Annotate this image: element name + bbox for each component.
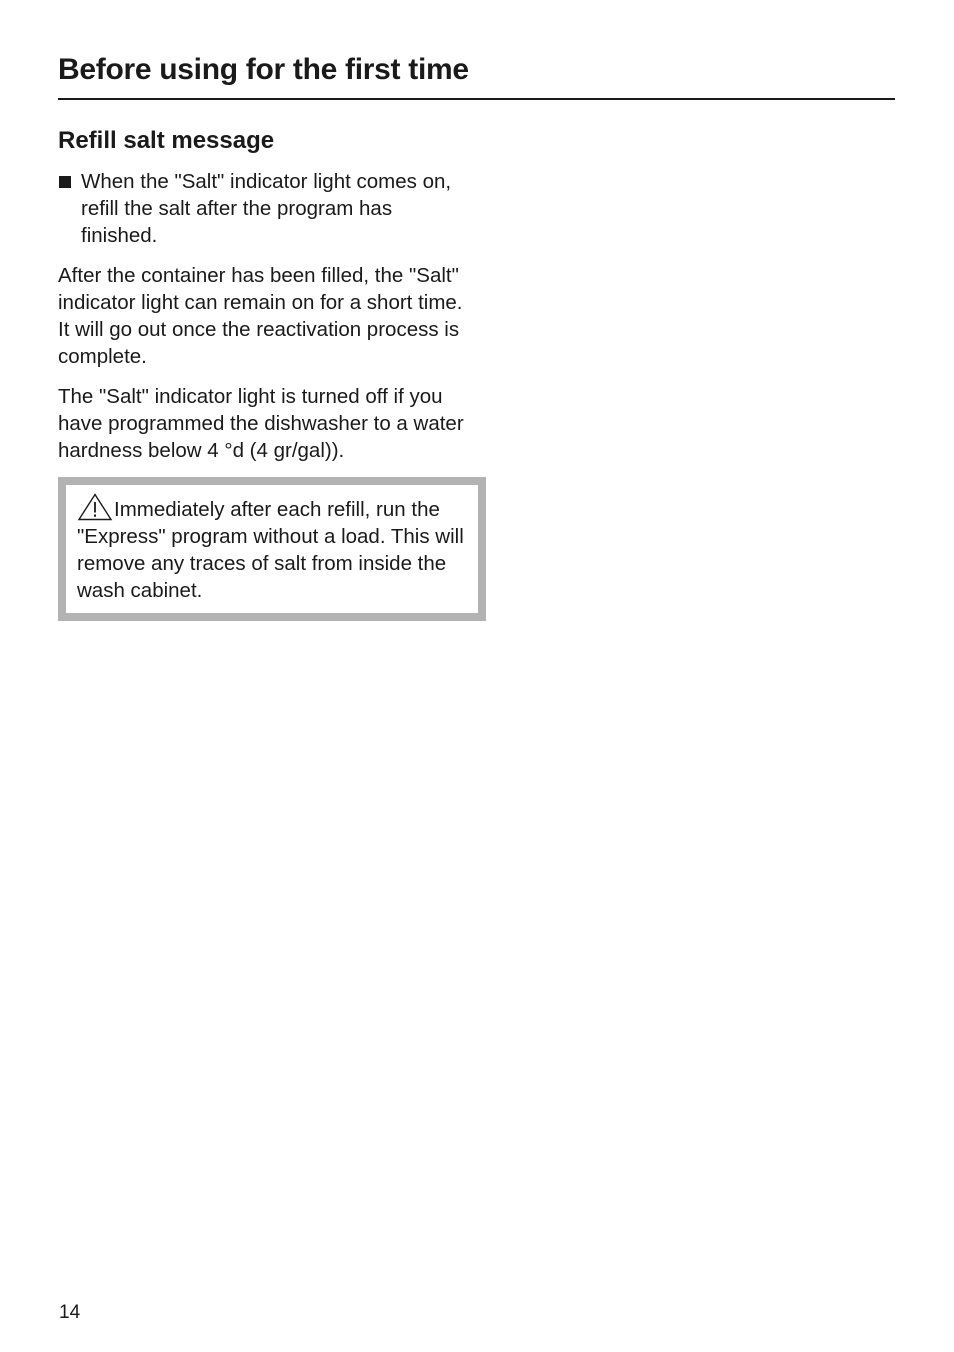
page-header — [58, 50, 895, 100]
page-title: Before using for the first time — [58, 53, 469, 86]
page-number: 14 — [59, 1302, 81, 1323]
warning-triangle-icon — [77, 493, 113, 521]
bullet-text: When the "Salt" indicator light comes on, refill the salt after the program has finished. — [81, 170, 452, 247]
warning-box — [58, 477, 486, 621]
paragraph-water-hardness: The "Salt" indicator light is turned off if you have programmed the dishwasher to a water hardness below 4 °d (4 gr/gal)). — [58, 385, 464, 462]
bullet-item — [58, 168, 468, 249]
section-heading: Refill salt message — [58, 127, 275, 154]
bullet-square-icon — [59, 176, 71, 188]
warning-text: Immediately after each refill, run the "Express" program without a load. This will remove any traces of salt from inside the wash cabinet. — [77, 498, 464, 602]
paragraph-reactivation: After the container has been filled, the "Salt" indicator light can remain on for a short time. It will go out once the reactivation process is complete. — [58, 264, 463, 368]
content-column — [58, 124, 468, 621]
